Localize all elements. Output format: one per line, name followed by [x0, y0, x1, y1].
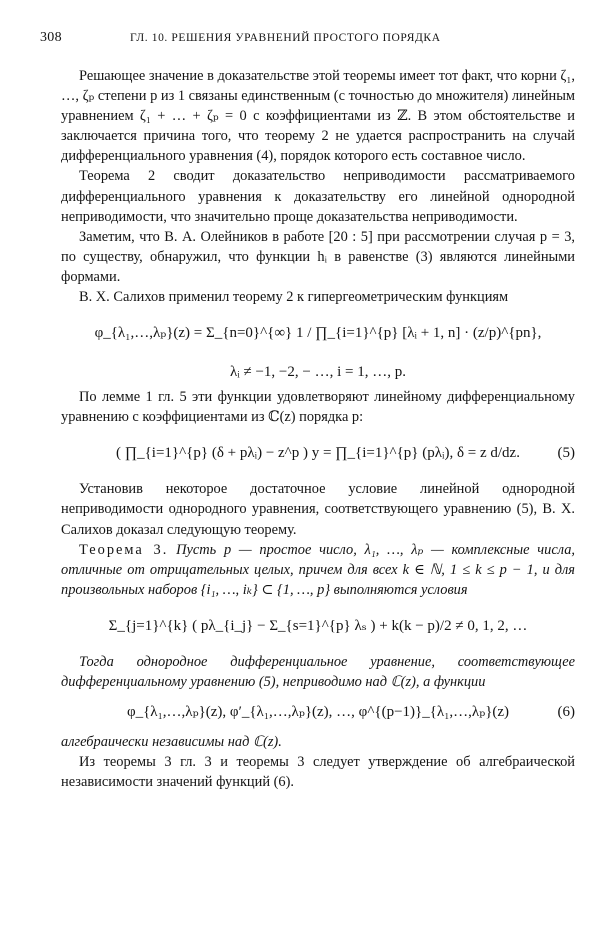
body-text — [61, 66, 575, 792]
formula-eq5 — [61, 429, 575, 477]
formula-condition — [61, 602, 575, 650]
formula-hypergeometric — [61, 309, 575, 357]
formula-lambda-condition-text: λᵢ ≠ −1, −2, − …, i = 1, …, p. — [230, 364, 406, 381]
equation-number-6: (6) — [557, 704, 575, 721]
paragraph-irreducibility: Установив некоторое достаточное условие линейной однородной неприводимости однородного уравнения, соответствующего уравнению (5), В. Х. Салихов доказал следующую теорему. — [61, 481, 575, 538]
theorem-3-label: Теорема 3. — [79, 541, 169, 558]
formula-condition-text: Σ_{j=1}^{k} ( pλ_{i_j} − Σ_{s=1}^{p} λₛ ) + k(k − p)/2 ≠ 0, 1, 2, … — [108, 617, 528, 634]
paragraph-theorem3-conclusion: Тогда однородное дифференциальное уравнение, соответствующее дифференциальному уравнению (5), неприводимо над ℂ(z), а функции — [61, 653, 575, 690]
formula-lambda-condition — [61, 359, 575, 385]
running-title: ГЛ. 10. РЕШЕНИЯ УРАВНЕНИЙ ПРОСТОГО ПОРЯДКА — [130, 32, 441, 44]
formula-eq5-text: ( ∏_{i=1}^{p} (δ + pλᵢ) − z^p ) y = ∏_{i=1}^{p} (pλᵢ), δ = z d/dz. — [116, 445, 520, 462]
page-number: 308 — [40, 30, 62, 45]
paragraph-roots: Решающее значение в доказательстве этой теоремы имеет тот факт, что корни ζ₁, …, ζₚ степени p из 1 связаны единственным (с точностью до множителя) линейным уравнением ζ₁ + … + ζₚ = 0 с коэффициентами из ℤ. В этом обстоятельстве и заключается причина того, что теорему 2 не удается распространить на случай дифференциального уравнения (4), порядок которого есть составное число. — [61, 68, 575, 165]
paragraph-theorem2: Теорема 2 сводит доказательство неприводимости рассматриваемого дифференциального уравнения к доказательству его линейной однородной неприводимости, что значительно проще доказательства неприводимости. — [61, 168, 575, 225]
equation-number-5: (5) — [557, 445, 575, 462]
theorem-3 — [61, 540, 575, 600]
formula-eq6-text: φ_{λ₁,…,λₚ}(z), φ′_{λ₁,…,λₚ}(z), …, φ^{(p−1)}_{λ₁,…,λₚ}(z) — [126, 704, 510, 721]
paragraph-salikhov-intro: В. Х. Салихов применил теорему 2 к гипергеометрическим функциям — [79, 289, 509, 306]
formula-hypergeometric-text: φ_{λ₁,…,λₚ}(z) = Σ_{n=0}^{∞} 1 / ∏_{i=1}^{p} [λᵢ + 1, n] · (z/p)^{pn}, — [94, 325, 542, 342]
paragraph-conclusion: Из теоремы 3 гл. 3 и теоремы 3 следует утверждение об алгебраической независимости значений функций (6). — [61, 754, 575, 791]
theorem-3-statement: Пусть p — простое число, λ₁, …, λₚ — комплексные числа, отличные от отрицательных целых, причем для всех k ∈ ℕ, 1 ≤ k ≤ p − 1, и для произвольных наборов {i₁, …, iₖ} ⊂ {1, …, p} выполняются условия — [61, 541, 575, 598]
running-head — [40, 30, 570, 46]
paragraph-lemma: По лемме 1 гл. 5 эти функции удовлетворяют линейному дифференциальному уравнению с коэффициентами из ℂ(z) порядка p: — [61, 389, 575, 426]
paragraph-oleinikov: Заметим, что В. А. Олейников в работе [20 : 5] при рассмотрении случая p = 3, по существу, обнаружил, что функции hᵢ в равенстве (3) являются линейными формами. — [61, 228, 575, 285]
formula-eq6 — [61, 694, 575, 730]
paragraph-independence: алгебраически независимы над ℂ(z). — [61, 734, 282, 751]
